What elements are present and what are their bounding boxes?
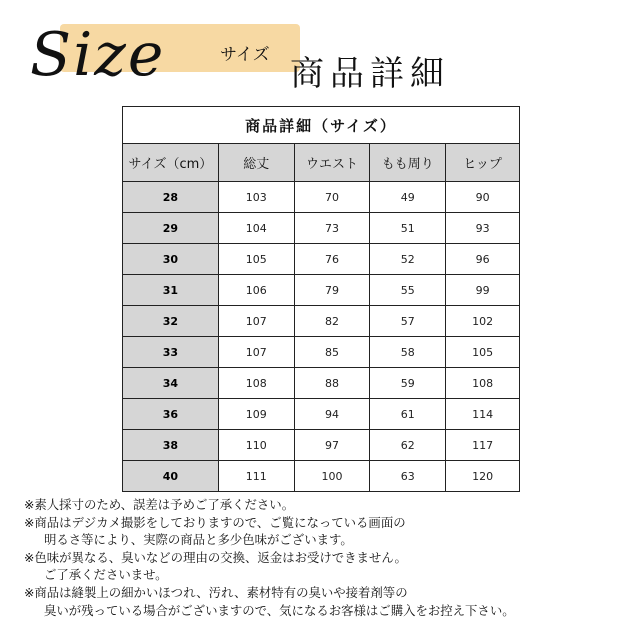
total-length-cell: 106 (218, 275, 294, 306)
thigh-cell: 61 (370, 399, 446, 430)
size-cell: 28 (123, 182, 219, 213)
waist-cell: 70 (294, 182, 370, 213)
hip-cell: 93 (446, 213, 520, 244)
total-length-cell: 103 (218, 182, 294, 213)
table-header-row (123, 144, 520, 182)
waist-cell: 88 (294, 368, 370, 399)
hip-cell: 105 (446, 337, 520, 368)
waist-cell: 73 (294, 213, 370, 244)
total-length-cell: 109 (218, 399, 294, 430)
thigh-cell: 59 (370, 368, 446, 399)
thigh-cell: 55 (370, 275, 446, 306)
hip-cell: 102 (446, 306, 520, 337)
total-length-cell: 110 (218, 430, 294, 461)
size-cell: 40 (123, 461, 219, 492)
hip-cell: 114 (446, 399, 520, 430)
note-line: ※商品はデジカメ撮影をしておりますので、ご覧になっている画面の (24, 514, 406, 530)
total-length-cell: 107 (218, 337, 294, 368)
size-cell: 32 (123, 306, 219, 337)
table-caption: 商品詳細（サイズ） (123, 107, 520, 144)
page-title: 商品詳細 (290, 54, 450, 94)
table-row (123, 244, 520, 275)
column-header-total-length: 総丈 (218, 144, 294, 182)
table-row (123, 306, 520, 337)
note-line: ※素人採寸のため、誤差は予めご了承ください。 (24, 497, 295, 512)
thigh-cell: 51 (370, 213, 446, 244)
table-row (123, 461, 520, 492)
size-cell: 31 (123, 275, 219, 306)
column-header-thigh: もも周り (370, 144, 446, 182)
waist-cell: 76 (294, 244, 370, 275)
size-cell: 33 (123, 337, 219, 368)
waist-cell: 100 (294, 461, 370, 492)
table-row (123, 368, 520, 399)
thigh-cell: 63 (370, 461, 446, 492)
waist-cell: 82 (294, 306, 370, 337)
hip-cell: 120 (446, 461, 520, 492)
note-line: ※商品は縫製上の細かいほつれ、汚れ、素材特有の臭いや接着剤等の (24, 584, 408, 600)
total-length-cell: 107 (218, 306, 294, 337)
table-row (123, 430, 520, 461)
header (0, 0, 640, 100)
hip-cell: 108 (446, 368, 520, 399)
total-length-cell: 104 (218, 213, 294, 244)
total-length-cell: 105 (218, 244, 294, 275)
table-row (123, 213, 520, 244)
hip-cell: 96 (446, 244, 520, 275)
column-header-waist: ウエスト (294, 144, 370, 182)
waist-cell: 85 (294, 337, 370, 368)
size-table (122, 106, 520, 492)
thigh-cell: 49 (370, 182, 446, 213)
script-size-title: Size (30, 20, 166, 90)
thigh-cell: 52 (370, 244, 446, 275)
size-subtitle: サイズ (220, 45, 270, 65)
size-cell: 34 (123, 368, 219, 399)
size-cell: 36 (123, 399, 219, 430)
hip-cell: 117 (446, 430, 520, 461)
hip-cell: 90 (446, 182, 520, 213)
note-line: ※色味が異なる、臭いなどの理由の交換、返金はお受けできません。 (24, 549, 407, 565)
waist-cell: 94 (294, 399, 370, 430)
note-line: 明るさ等により、実際の商品と多少色味がございます。 (44, 532, 353, 548)
notes-section (24, 496, 634, 619)
note-line: 臭いが残っている場合がございますので、気になるお客様はご購入をお控え下さい。 (44, 602, 515, 618)
total-length-cell: 111 (218, 461, 294, 492)
hip-cell: 99 (446, 275, 520, 306)
waist-cell: 97 (294, 430, 370, 461)
thigh-cell: 58 (370, 337, 446, 368)
thigh-cell: 62 (370, 430, 446, 461)
table-row (123, 337, 520, 368)
column-header-hip: ヒップ (446, 144, 520, 182)
note-line: ご了承くださいませ。 (44, 567, 168, 583)
column-header-size: サイズ（cm） (123, 144, 219, 182)
waist-cell: 79 (294, 275, 370, 306)
total-length-cell: 108 (218, 368, 294, 399)
thigh-cell: 57 (370, 306, 446, 337)
size-cell: 29 (123, 213, 219, 244)
table-row (123, 399, 520, 430)
size-cell: 30 (123, 244, 219, 275)
table-row (123, 275, 520, 306)
table-row (123, 182, 520, 213)
size-cell: 38 (123, 430, 219, 461)
